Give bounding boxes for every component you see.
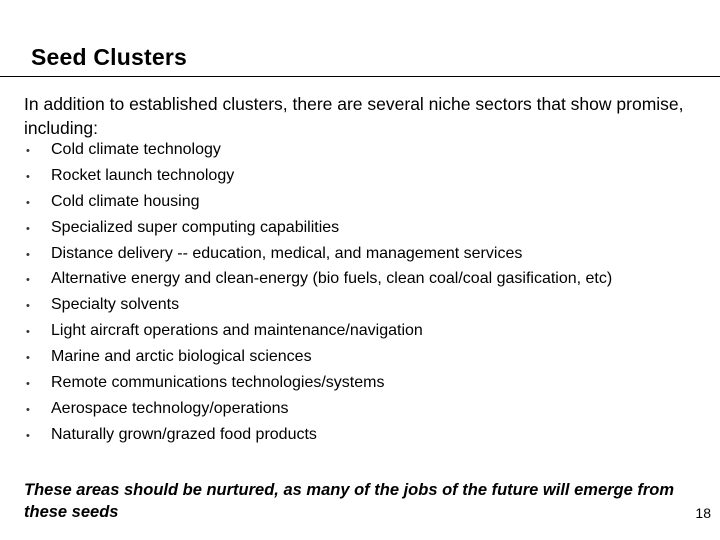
list-item: [26, 141, 706, 167]
bullet-text: Alternative energy and clean-energy (bio fuels, clean coal/coal gasification, etc): [51, 270, 613, 288]
list-item: [26, 374, 706, 400]
list-item: [26, 219, 706, 245]
bullet-icon: •: [26, 300, 30, 313]
list-item: [26, 322, 706, 348]
bullet-icon: •: [26, 274, 30, 287]
bullet-text: Remote communications technologies/systems: [51, 374, 385, 392]
bullet-text: Specialized super computing capabilities: [51, 218, 340, 236]
bullet-icon: •: [26, 248, 30, 261]
bullet-text: Aerospace technology/operations: [51, 399, 289, 417]
bullet-icon: •: [26, 326, 30, 339]
list-item: [26, 400, 706, 426]
bullet-icon: •: [26, 378, 30, 391]
page-number: 18: [695, 505, 711, 521]
bullet-icon: •: [26, 352, 30, 365]
list-item: [26, 193, 706, 219]
bullet-text: Specialty solvents: [51, 296, 180, 314]
bullet-text: Cold climate technology: [51, 141, 221, 158]
bullet-text: Rocket launch technology: [51, 166, 235, 184]
bullet-icon: •: [26, 170, 30, 183]
title-divider: [0, 76, 720, 77]
bullet-text: Distance delivery -- education, medical, and management services: [51, 244, 523, 262]
slide-title: Seed Clusters: [31, 44, 187, 70]
closing-statement: These areas should be nurtured, as many of the jobs of the future will emerge from these seeds: [24, 481, 675, 521]
list-item: [26, 296, 706, 322]
bullet-icon: •: [26, 429, 30, 442]
bullet-list: [26, 141, 706, 452]
list-item: [26, 245, 706, 271]
list-item: [26, 426, 706, 452]
bullet-text: Marine and arctic biological sciences: [51, 348, 312, 366]
bullet-text: Naturally grown/grazed food products: [51, 425, 317, 443]
list-item: [26, 348, 706, 374]
list-item: [26, 270, 706, 296]
bullet-text: Light aircraft operations and maintenance/navigation: [51, 322, 423, 340]
bullet-text: Cold climate housing: [51, 192, 200, 210]
intro-text: In addition to established clusters, there are several niche sectors that show promise, including:: [24, 94, 684, 138]
bullet-icon: •: [26, 145, 30, 157]
list-item: [26, 167, 706, 193]
bullet-icon: •: [26, 222, 30, 235]
bullet-icon: •: [26, 403, 30, 416]
bullet-icon: •: [26, 196, 30, 209]
